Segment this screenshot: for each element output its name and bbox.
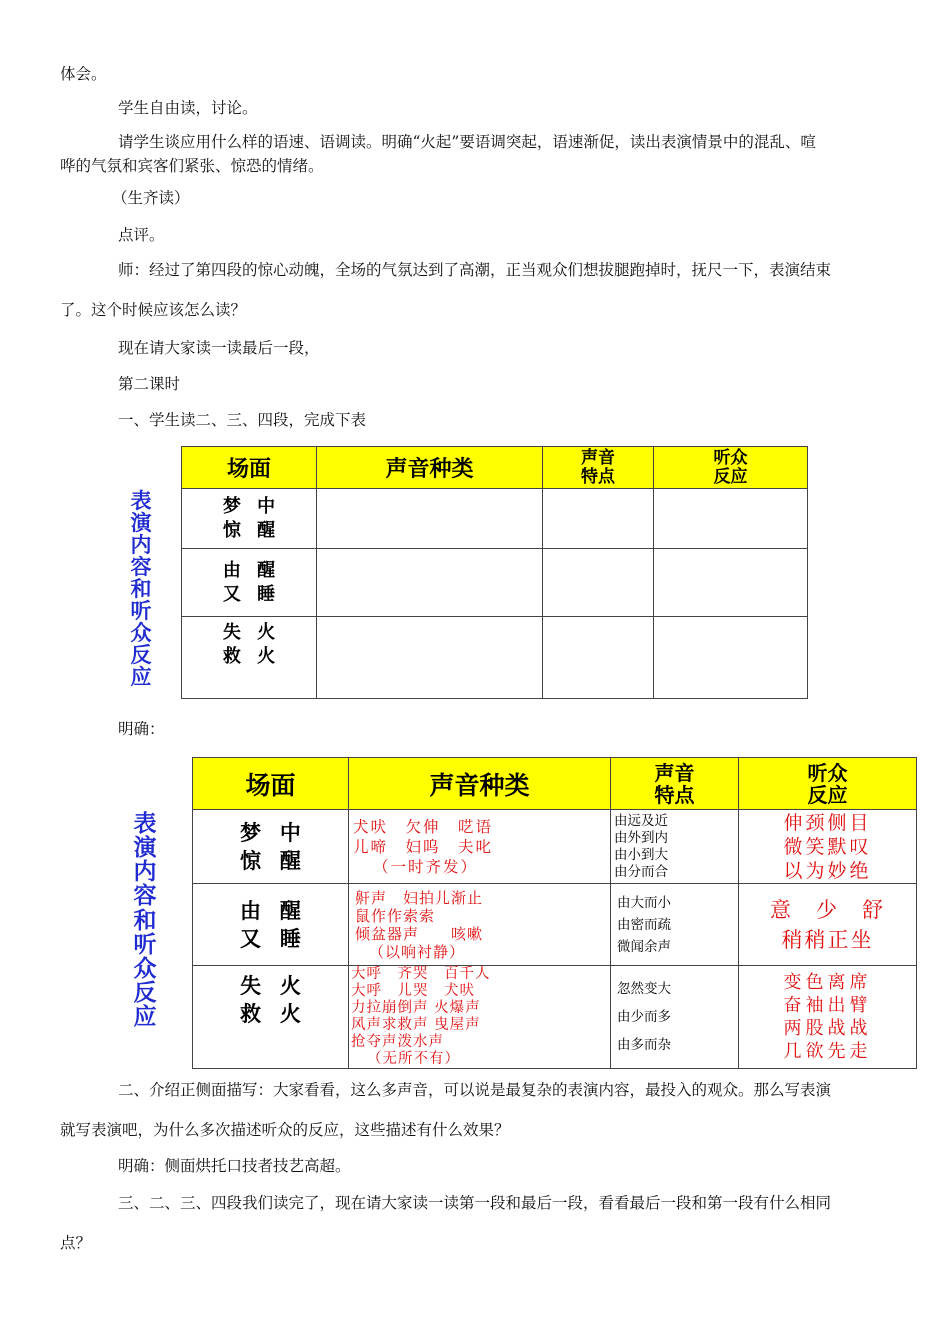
scene-cell: 由醒 又睡 [182,549,317,617]
header-sound-type: 声音种类 [349,758,611,810]
section-heading: 第二课时 [118,375,181,393]
paragraph-text: 学生自由读，讨论。 [118,99,258,117]
sound-feature-cell: 由大而小 由密而疏 微闻余声 [611,884,739,966]
answer-cell-empty [317,549,543,617]
scene-cell: 由醒 又睡 [193,884,349,966]
paragraph-text: 师：经过了第四段的惊心动魄，全场的气氛达到了高潮，正当观众们想拔腿跑掉时，抚尺一下，表演结束 [118,261,832,279]
paragraph-text: 二、介绍正侧面描写：大家看看，这么多声音，可以说是最复杂的表演内容，最投入的观众。那么写表演 [118,1081,832,1099]
sound-feature-cell: 忽然变大 由少而多 由多而杂 [611,966,739,1069]
sound-feature-cell: 由远及近 由外到内 由小到大 由分而合 [611,810,739,884]
sound-type-cell: 大呼 齐哭 百千人 大呼 儿哭 犬吠 力拉崩倒声 火爆声 风声求救声 曳屋声 抢夺声泼水声 （无所不有） [349,966,611,1069]
header-scene: 场面 [193,758,349,810]
answer-cell-empty [317,617,543,699]
answer-cell-empty [543,549,654,617]
paragraph-text: 明确：侧面烘托口技者技艺高超。 [118,1157,351,1175]
header-audience: 听众 反应 [739,758,917,810]
answer-table [192,757,917,1069]
sound-type-cell: 鼾声 妇拍儿渐止 鼠作作索索 倾盆器声 咳嗽 （以响衬静） [349,884,611,966]
paragraph-text: （生齐读） [112,189,190,207]
side-label: 表演内容和听众反应 [130,489,152,690]
paragraph-text: 现在请大家读一读最后一段， [118,339,320,357]
header-audience: 听众 反应 [654,447,808,489]
paragraph-text: 点？ [60,1234,92,1252]
scene-cell: 失火 救火 [182,617,317,699]
sound-type-cell: 犬吠 欠伸 呓语 儿啼 妇呜 夫叱 （一时齐发） [349,810,611,884]
paragraph-text: 了。这个时候应该怎么读？ [60,301,247,319]
answer-cell-empty [654,617,808,699]
audience-reaction-cell: 伸颈侧目 微笑默叹 以为妙绝 [739,810,917,884]
answer-cell-empty [654,489,808,549]
paragraph-text: 点评。 [118,226,165,244]
paragraph-text: 三、二、三、四段我们读完了，现在请大家读一读第一段和最后一段，看看最后一段和第一段有什么相同 [118,1194,832,1212]
answer-cell-empty [543,489,654,549]
answer-cell-empty [317,489,543,549]
paragraph-text: 请学生谈应用什么样的语速、语调读。明确“火起”要语调突起，语速渐促，读出表演情景中的混乱、喧 [118,133,816,151]
side-label: 表演内容和听众反应 [133,811,157,1031]
answer-cell-empty [543,617,654,699]
paragraph-text: 一、学生读二、三、四段，完成下表 [118,411,367,429]
paragraph-text: 明确： [118,720,165,738]
paragraph-text: 体会。 [60,65,107,83]
header-sound-feature: 声音 特点 [543,447,654,489]
scene-cell: 梦中 惊醒 [193,810,349,884]
paragraph-text: 哗的气氛和宾客们紧张、惊恐的情绪。 [60,157,324,175]
audience-reaction-cell: 变色离席 奋袖出臂 两股战战 几欲先走 [739,966,917,1069]
header-scene: 场面 [182,447,317,489]
header-sound-feature: 声音 特点 [611,758,739,810]
answer-cell-empty [654,549,808,617]
scene-cell: 梦中 惊醒 [182,489,317,549]
blank-table [181,446,808,699]
header-sound-type: 声音种类 [317,447,543,489]
scene-cell: 失火 救火 [193,966,349,1069]
paragraph-text: 就写表演吧，为什么多次描述听众的反应，这些描述有什么效果？ [60,1121,510,1139]
audience-reaction-cell: 意 少 舒 稍稍正坐 [739,884,917,966]
